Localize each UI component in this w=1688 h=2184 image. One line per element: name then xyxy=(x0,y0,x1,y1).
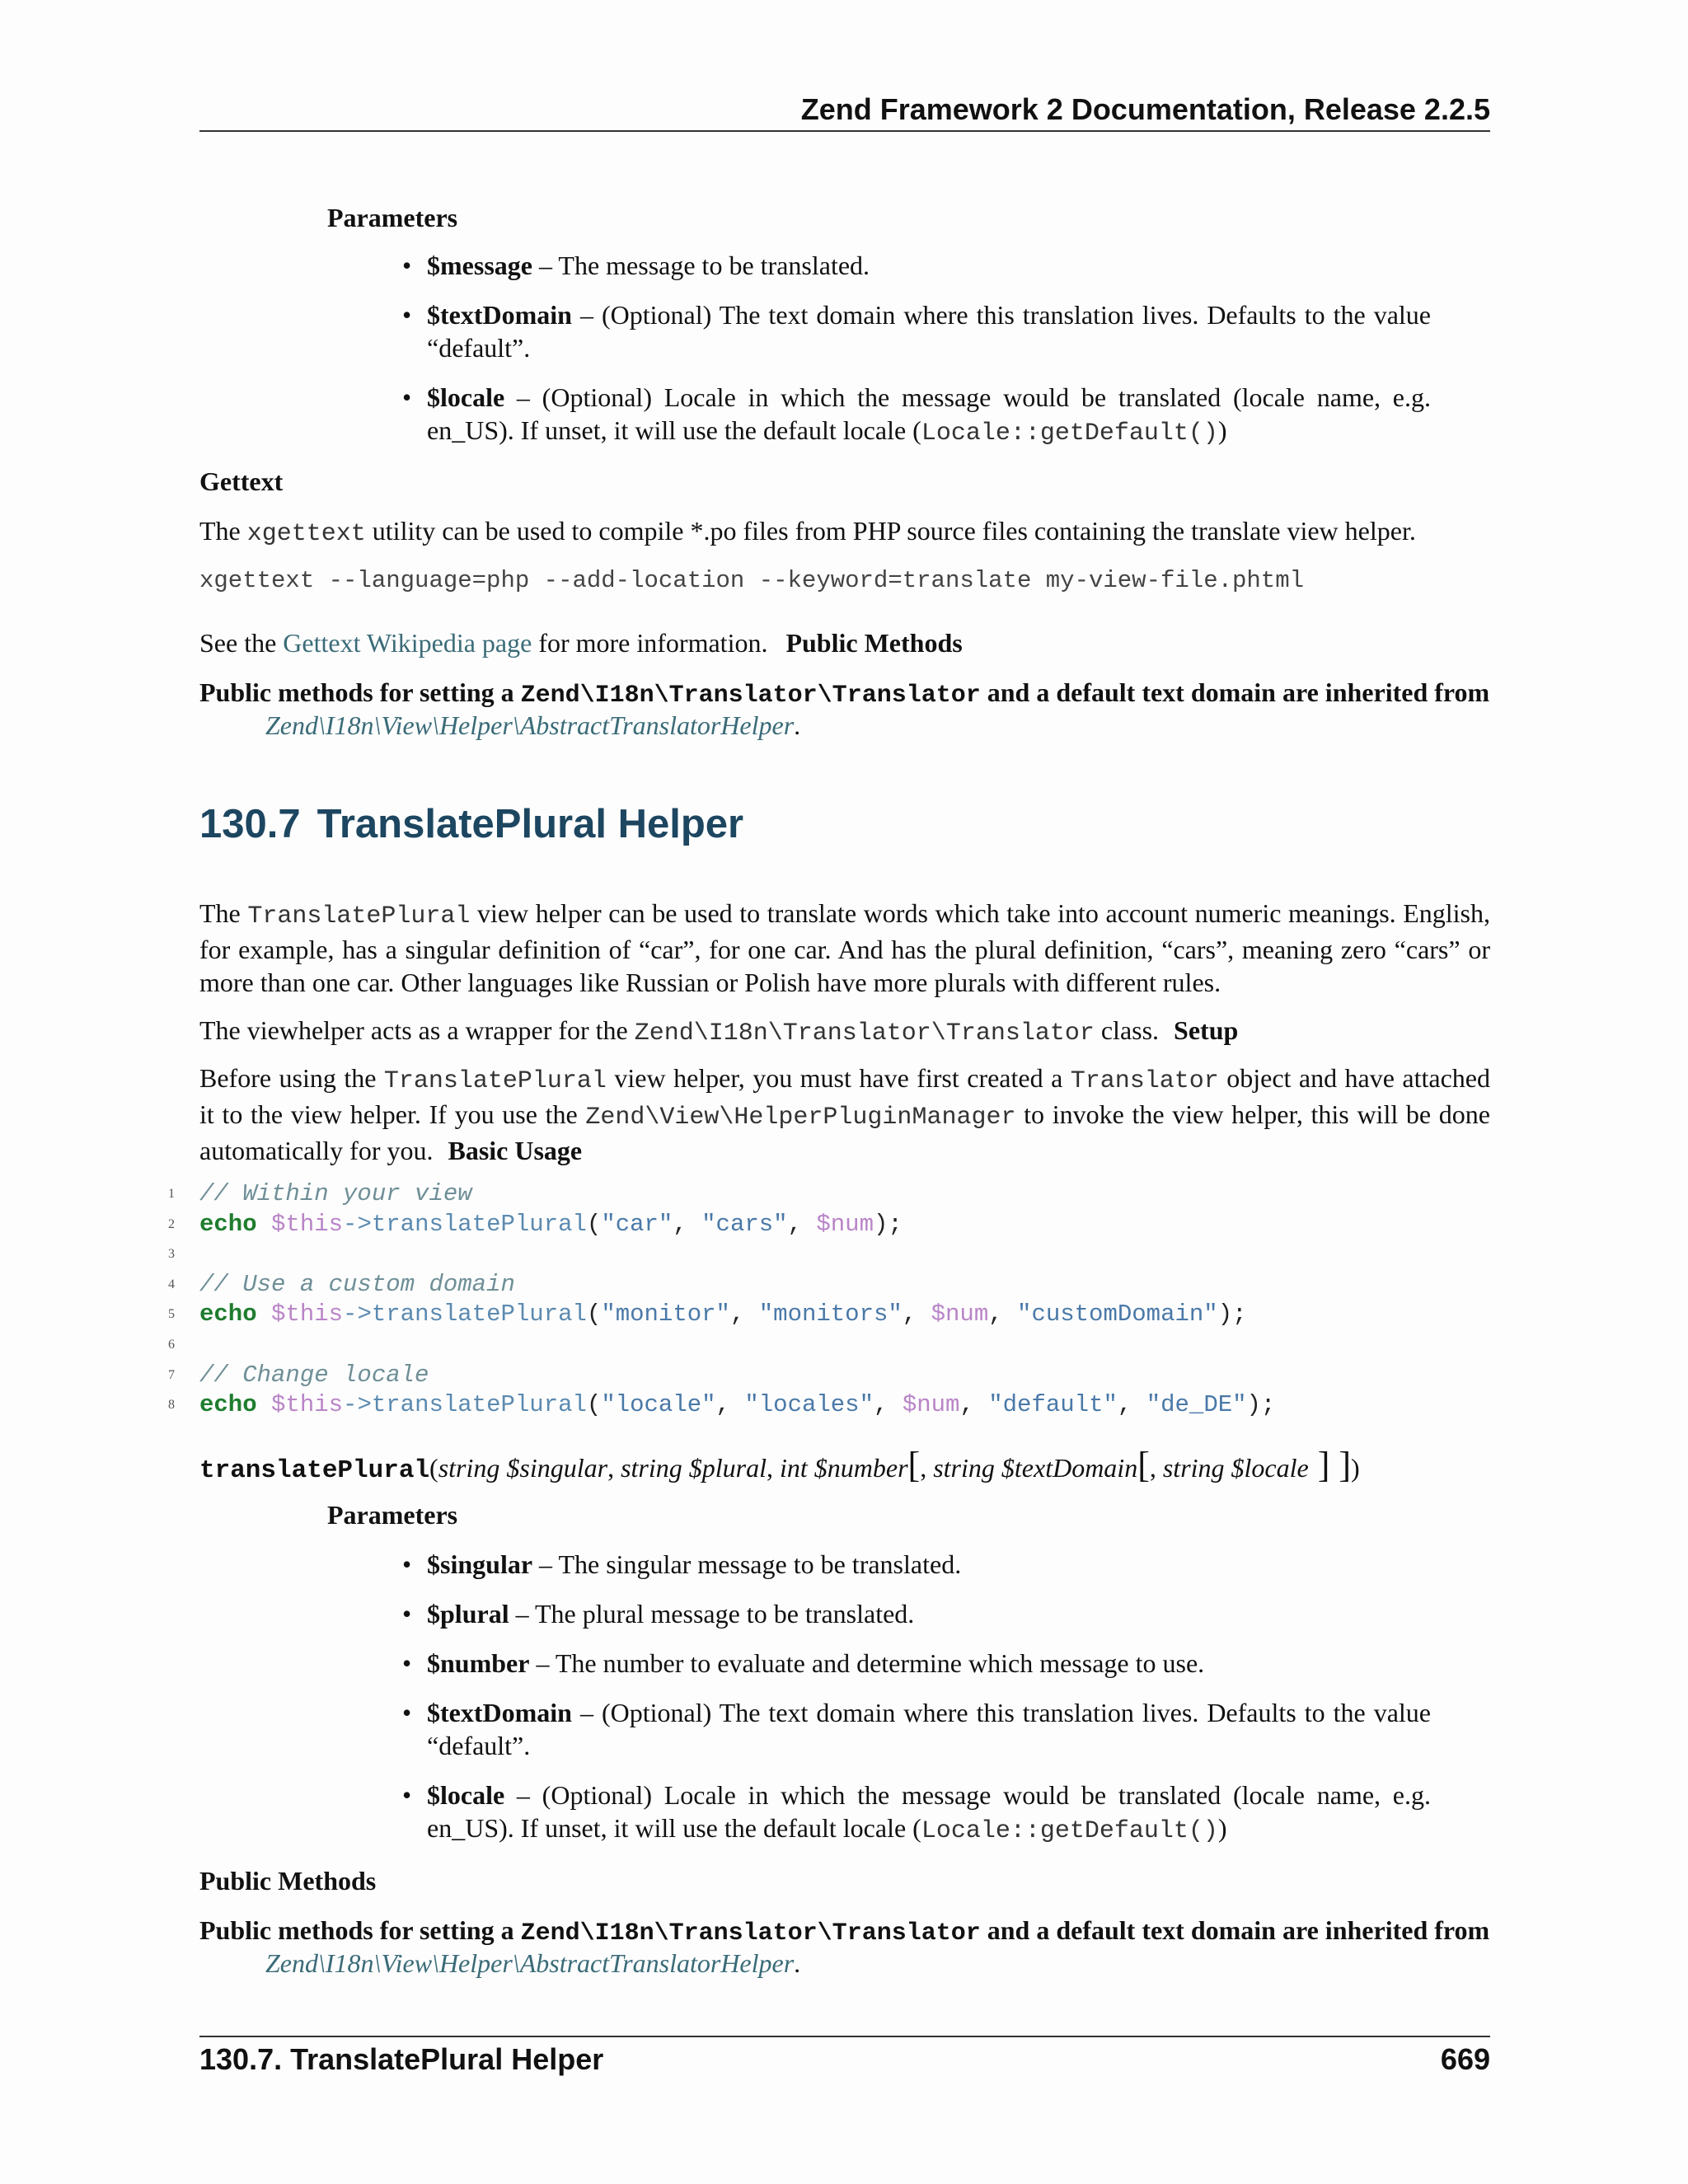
code-line: 4 // Use a custom domain xyxy=(168,1270,515,1298)
abstract-translator-helper-link[interactable]: Zend\I18n\View\Helper\AbstractTranslatorHelper xyxy=(265,1948,795,1978)
code-line: 2 echo $this->translatePlural("car", "cars", $num); xyxy=(168,1210,903,1238)
running-header: Zend Framework 2 Documentation, Release 2.2.5 xyxy=(800,92,1490,126)
param-item: • $singular – The singular message to be translated. xyxy=(402,1548,1431,1581)
inherit-link-line: Zend\I18n\View\Helper\AbstractTranslatorHelper. xyxy=(265,710,801,740)
inherit-link-line: Zend\I18n\View\Helper\AbstractTranslatorHelper. xyxy=(265,1948,801,1978)
setup-heading: Setup xyxy=(1174,1015,1239,1045)
before-paragraph: Before using the TranslatePlural view helper, you must have first created a Translator object and have attached it to the view helper. If you use the Zend\View\HelperPluginManager to invoke the view helper, this will be done automatically for you. Basic Usage xyxy=(199,1063,1491,1165)
inherit-methods-line: Public methods for setting a Zend\I18n\Translator\Translator and a default text domain are inherited from xyxy=(199,1915,1490,1947)
header-rule xyxy=(199,130,1490,132)
code-line: 3 xyxy=(168,1247,175,1262)
page-number: 669 xyxy=(1440,2042,1490,2076)
public-methods-heading: Public Methods xyxy=(785,628,963,658)
method-signature: translatePlural(string $singular, string $plural, int $number[, string $textDomain[, string $locale ] ]) xyxy=(199,1445,1360,1485)
footer-rule xyxy=(199,2036,1490,2037)
gettext-heading: Gettext xyxy=(199,466,284,496)
param-item: • $message – The message to be translated. xyxy=(402,249,1431,282)
code-line: 5 echo $this->translatePlural("monitor", "monitors", $num, "customDomain"); xyxy=(168,1301,1247,1329)
wrapper-paragraph: The viewhelper acts as a wrapper for the Zend\I18n\Translator\Translator class. Setup xyxy=(199,1015,1239,1047)
parameters-list xyxy=(402,1548,1431,1848)
param-item: • $textDomain – (Optional) The text domain where this translation lives. Defaults to the value “default”. xyxy=(402,1696,1431,1762)
section-title: 130.7 TranslatePlural Helper xyxy=(199,802,744,846)
parameters-label: Parameters xyxy=(327,203,458,232)
param-item: • $locale – (Optional) Locale in which the message would be translated (locale name, e.g. en_US). If unset, it will use the default locale (Locale::getDefault()) xyxy=(402,1779,1431,1848)
code-block xyxy=(168,1179,1276,1421)
basic-usage-heading: Basic Usage xyxy=(448,1136,583,1165)
intro-paragraph: The TranslatePlural view helper can be used to translate words which take into account numeric meanings. English, for example, has a singular definition of “car”, for one car. And has the plural definition, “cars”, meaning zero “cars” or more than one car. Other languages like Russian or Polish have more plurals with different rules. xyxy=(199,898,1491,997)
xgettext-command: xgettext --language=php --add-location --keyword=translate my-view-file.phtml xyxy=(199,567,1305,594)
gettext-wikipedia-link[interactable]: Gettext Wikipedia page xyxy=(283,628,532,658)
parameters-label: Parameters xyxy=(327,1500,458,1530)
inherit-methods-line: Public methods for setting a Zend\I18n\Translator\Translator and a default text domain are inherited from xyxy=(199,677,1490,710)
code-line: 1 // Within your view xyxy=(168,1180,472,1207)
param-item: • $textDomain – (Optional) The text domain where this translation lives. Defaults to the value “default”. xyxy=(402,298,1431,364)
code-line: 8 echo $this->translatePlural("locale", "locales", $num, "default", "de_DE"); xyxy=(168,1391,1276,1419)
code-line: 7 // Change locale xyxy=(168,1361,429,1389)
param-item: • $plural – The plural message to be translated. xyxy=(402,1597,1431,1630)
param-item: • $number – The number to evaluate and determine which message to use. xyxy=(402,1647,1431,1680)
abstract-translator-helper-link[interactable]: Zend\I18n\View\Helper\AbstractTranslatorHelper xyxy=(265,710,795,740)
footer-section-title: 130.7. TranslatePlural Helper xyxy=(199,2042,604,2076)
code-line: 6 xyxy=(168,1337,175,1352)
gettext-see-paragraph: See the Gettext Wikipedia page for more information. Public Methods xyxy=(199,628,963,658)
param-item: • $locale – (Optional) Locale in which the message would be translated (locale name, e.g. en_US). If unset, it will use the default locale (Locale::getDefault()) xyxy=(402,381,1431,450)
gettext-paragraph: The xgettext utility can be used to compile *.po files from PHP source files containing the translate view helper. xyxy=(199,516,1416,548)
public-methods-heading: Public Methods xyxy=(199,1866,377,1896)
parameters-list xyxy=(402,249,1431,450)
